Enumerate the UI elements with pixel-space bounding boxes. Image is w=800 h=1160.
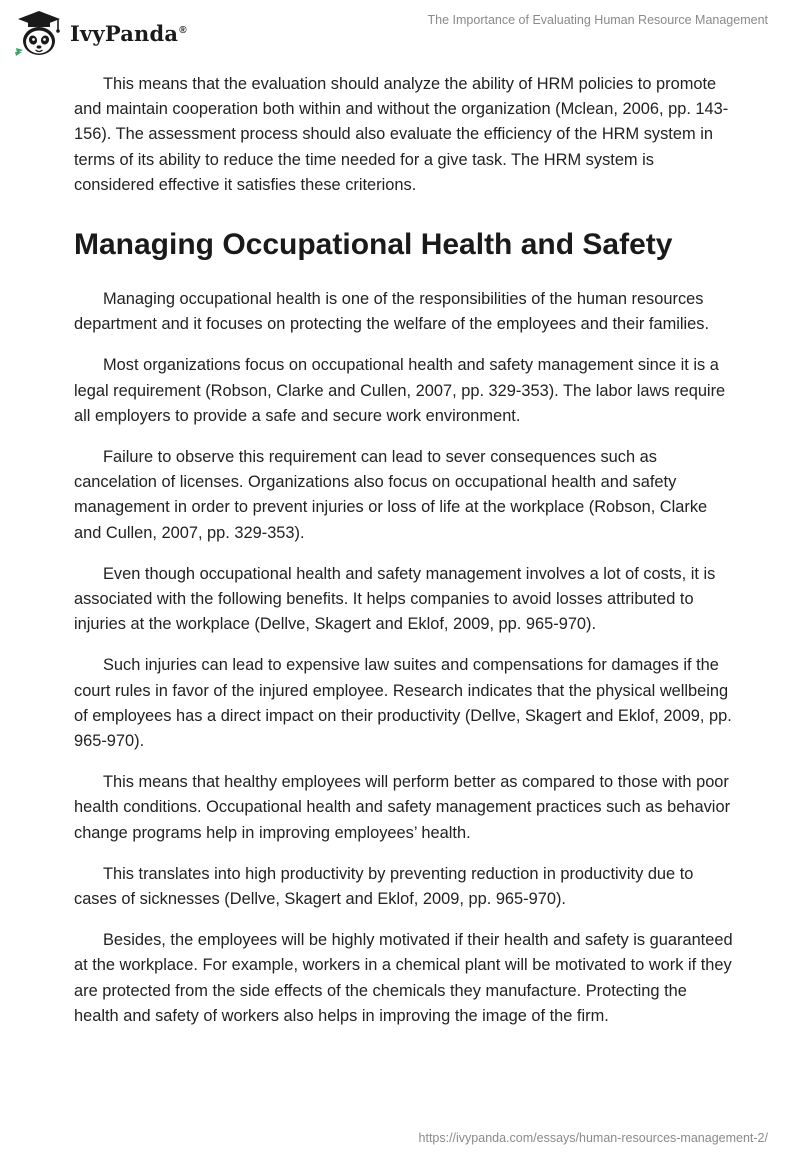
running-title: The Importance of Evaluating Human Resource Management <box>427 13 768 27</box>
body-paragraph: Besides, the employees will be highly motivated if their health and safety is guaranteed at the workplace. For example, workers in a chemical plant will be motivated to work if they are protected from the side effects of the chemicals they manufacture. Protecting the health and safety of workers also helps in improving the image of the firm. <box>74 931 733 1025</box>
body-paragraph: Even though occupational health and safety management involves a lot of costs, it is associated with the following benefits. It helps companies to avoid losses attributed to injuries at the workplace (Dellve, Skagert and Eklof, 2009, pp. 965-970). <box>74 564 716 634</box>
body-paragraph: This translates into high productivity by preventing reduction in productivity due to cases of sicknesses (Dellve, Skagert and Eklof, 2009, pp. 965-970). <box>74 864 694 909</box>
source-url[interactable]: https://ivypanda.com/essays/human-resources-management-2/ <box>418 1131 768 1145</box>
section-heading: Managing Occupational Health and Safety <box>74 228 673 262</box>
logo-wordmark: IvyPanda® <box>70 20 187 46</box>
body-paragraph: Failure to observe this requirement can lead to sever consequences such as cancelation of licenses. Organizations also focus on occupational health and safety management in order to prevent injuries or loss of life at the workplace (Robson, Clarke and Cullen, 2007, pp. 329-353). <box>74 448 708 542</box>
intro-paragraph: This means that the evaluation should analyze the ability of HRM policies to promote and maintain cooperation both within and without the organization (Mclean, 2006, pp. 143-156). The assessment process should also evaluate the efficiency of the HRM system in terms of its ability to reduce the time needed for a give task. The HRM system is considered effective it satisfies these criterions. <box>74 75 729 194</box>
body-paragraph: Managing occupational health is one of the responsibilities of the human resources department and it focuses on protecting the welfare of the employees and their families. <box>74 290 710 334</box>
panda-graduate-icon <box>14 8 64 58</box>
body-paragraph: This means that healthy employees will perform better as compared to those with poor health conditions. Occupational health and safety management practices such as behavior change programs help in improving employees’ health. <box>74 773 731 842</box>
ivypanda-logo[interactable] <box>14 8 187 58</box>
essay-content <box>74 72 734 1045</box>
body-paragraph: Most organizations focus on occupational health and safety management since it is a legal requirement (Robson, Clarke and Cullen, 2007, pp. 329-353). The labor laws require all employers to provide a safe and secure work environment. <box>74 356 726 425</box>
page-header <box>0 0 800 70</box>
body-paragraph: Such injuries can lead to expensive law suites and compensations for damages if the court rules in favor of the injured employee. Research indicates that the physical wellbeing of employees has a direct impact on their productivity (Dellve, Skagert and Eklof, 2009, pp. 965-970). <box>74 656 732 751</box>
